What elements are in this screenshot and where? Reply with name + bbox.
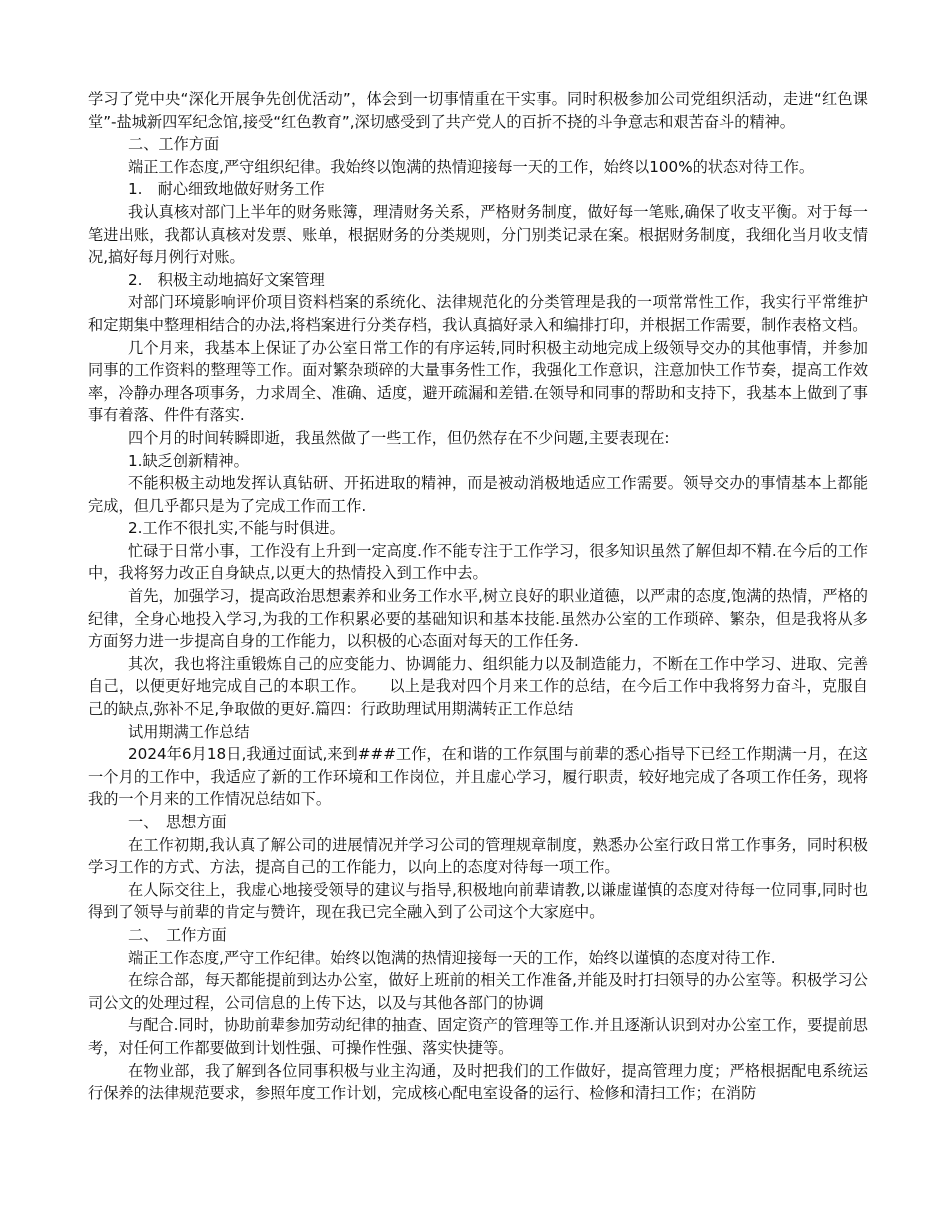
subsection-heading: 1.缺乏创新精神。 — [128, 451, 249, 470]
document-body — [88, 88, 868, 1105]
subsection-heading: 2. 积极主动地搞好文案管理 — [128, 270, 325, 289]
paragraph: 2024年6月18日,我通过面试,来到###工作，在和谐的工作氛围与前辈的悉心指导下已经工作期满一月，在这一个月的工作中，我适应了新的工作环境和工作岗位，并且虚心学习，履行职责，较好地完成了各项工作任务，现将我的一个月来的工作情况总结如下。 — [88, 745, 868, 809]
paragraph: 端正工作态度,严守组织纪律。我始终以饱满的热情迎接每一天的工作，始终以100%的状态对待工作。 — [128, 157, 815, 176]
section-heading: 二、 工作方面 — [128, 925, 227, 944]
paragraph: 在工作初期,我认真了解公司的进展情况并学习公司的管理规章制度，熟悉办公室行政日常工作事务，同时积极学习工作的方式、方法，提高自己的工作能力，以向上的态度对待每一项工作。 — [88, 835, 868, 877]
paragraph: 在人际交往上，我虚心地接受领导的建议与指导,积极地向前辈请教,以谦虚谨慎的态度对待每一位同事,同时也得到了领导与前辈的肯定与赞许，现在我已完全融入到了公司这个大家庭中。 — [88, 880, 868, 922]
subsection-heading: 1. 耐心细致地做好财务工作 — [128, 180, 325, 199]
paragraph: 忙碌于日常小事，工作没有上升到一定高度.作不能专注于工作学习，很多知识虽然了解但却不精.在今后的工作中，我将努力改正自身缺点,以更大的热情投入到工作中去。 — [88, 541, 868, 583]
section-heading: 二、工作方面 — [128, 135, 220, 154]
paragraph: 首先，加强学习，提高政治思想素养和业务工作水平,树立良好的职业道德，以严肃的态度,饱满的热情，严格的纪律，全身心地投入学习,为我的工作积累必要的基础知识和基本技能.虽然办公室的工作琐碎、繁杂，但是我将从多方面努力进一步提高自身的工作能力，以积极的心态面对每天的工作任务. — [88, 587, 868, 651]
paragraph: 不能积极主动地发挥认真钻研、开拓进取的精神，而是被动消极地适应工作需要。领导交办的事情基本上都能完成，但几乎都只是为了完成工作而工作. — [88, 474, 868, 515]
paragraph: 几个月来，我基本上保证了办公室日常工作的有序运转,同时积极主动地完成上级领导交办的其他事情，并参加同事的工作资料的整理等工作。面对繁杂琐碎的大量事务性工作，我强化工作意识，注意加快工作节奏，提高工作效率，冷静办理各项事务，力求周全、准确、适度，避开疏漏和差错.在领导和同事的帮助和支持下，我基本上做到了事事有着落、件件有落实. — [88, 338, 868, 425]
subsection-heading: 2.工作不很扎实,不能与时俱进。 — [128, 519, 345, 538]
paragraph: 在综合部，每天都能提前到达办公室，做好上班前的相关工作准备,并能及时打扫领导的办公室等。积极学习公司公文的处理过程，公司信息的上传下达，以及与其他各部门的协调 — [88, 971, 868, 1012]
paragraph: 其次，我也将注重锻炼自己的应变能力、协调能力、组织能力以及制造能力，不断在工作中学习、进取、完善自己，以便更好地完成自己的本职工作。 以上是我对四个月来工作的总结，在今后工作中我将努力奋斗，克服自己的缺点,弥补不足,争取做的更好.篇四：行政助理试用期满转正工作总结 — [88, 654, 868, 719]
paragraph: 我认真核对部门上半年的财务账簿，理清财务关系，严格财务制度，做好每一笔账,确保了收支平衡。对于每一笔进出账，我都认真核对发票、账单，根据财务的分类规则，分门别类记录在案。根据财务制度，我细化当月收支情况,搞好每月例行对账。 — [88, 202, 868, 267]
document-title: 试用期满工作总结 — [128, 722, 250, 741]
paragraph: 四个月的时间转瞬即逝，我虽然做了一些工作，但仍然存在不少问题,主要表现在: — [128, 428, 670, 447]
paragraph: 学习了党中央“深化开展争先创优活动”，体会到一切事情重在干实事。同时积极参加公司党组织活动，走进“红色课堂”-盐城新四军纪念馆,接受“红色教育”,深切感受到了共产党人的百折不挠的斗争意志和艰苦奋斗的精神。 — [88, 90, 868, 131]
paragraph: 在物业部，我了解到各位同事积极与业主沟通，及时把我们的工作做好，提高管理力度；严格根据配电系统运行保养的法律规范要求，参照年度工作计划，完成核心配电室设备的运行、检修和清扫工作；在消防 — [88, 1061, 868, 1103]
paragraph: 端正工作态度,严守工作纪律。始终以饱满的热情迎接每一天的工作，始终以谨慎的态度对待工作. — [128, 948, 776, 967]
paragraph: 与配合.同时，协助前辈参加劳动纪律的抽查、固定资产的管理等工作.并且逐渐认识到对办公室工作，要提前思考，对任何工作都要做到计划性强、可操作性强、落实快捷等。 — [88, 1016, 868, 1057]
section-heading: 一、 思想方面 — [128, 813, 227, 831]
paragraph: 对部门环境影响评价项目资料档案的系统化、法律规范化的分类管理是我的一项常常性工作，我实行平常维护和定期集中整理相结合的办法,将档案进行分类存档，我认真搞好录入和编排打印，并根据工作需要，制作表格文档。 — [88, 293, 868, 334]
